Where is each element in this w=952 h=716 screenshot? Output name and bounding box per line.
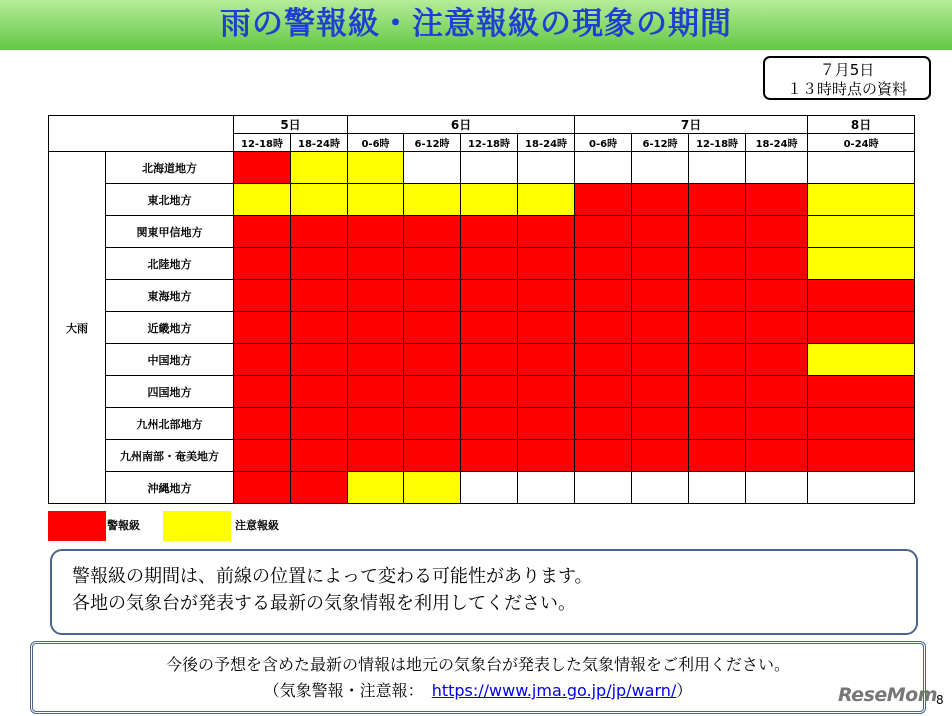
table-row [49, 280, 915, 312]
level-cell-warning [632, 216, 689, 248]
level-cell-none [461, 472, 518, 504]
region-label: 九州北部地方 [106, 408, 234, 440]
level-cell-warning [746, 376, 808, 408]
level-cell-none [689, 472, 746, 504]
level-cell-warning [746, 184, 808, 216]
level-cell-warning [575, 312, 632, 344]
level-cell-warning [348, 440, 404, 472]
level-cell-warning [234, 376, 291, 408]
footer-suffix: ） [676, 681, 693, 700]
level-cell-advisory [808, 216, 915, 248]
legend-advisory-swatch [163, 511, 231, 541]
level-cell-advisory [291, 184, 348, 216]
level-cell-warning [746, 312, 808, 344]
level-cell-warning [575, 344, 632, 376]
level-cell-warning [575, 376, 632, 408]
day-header: 6日 [348, 116, 575, 134]
region-label: 九州南部・奄美地方 [106, 440, 234, 472]
day-header: 7日 [575, 116, 808, 134]
level-cell-none [461, 152, 518, 184]
footer-box [30, 641, 926, 714]
level-cell-warning [461, 440, 518, 472]
footer-line-1: 今後の予想を含めた最新の情報は地元の気象台が発表した気象情報をご利用ください。 [165, 655, 790, 674]
level-cell-warning [689, 408, 746, 440]
period-header: 18-24時 [291, 134, 348, 152]
table-row [49, 440, 915, 472]
level-cell-advisory [348, 472, 404, 504]
level-cell-warning [689, 312, 746, 344]
period-header: 12-18時 [234, 134, 291, 152]
table-row [49, 152, 915, 184]
table-row [49, 216, 915, 248]
level-cell-warning [632, 376, 689, 408]
jma-warn-link[interactable]: https://www.jma.go.jp/jp/warn/ [431, 681, 677, 700]
level-cell-warning [234, 440, 291, 472]
level-cell-warning [404, 344, 461, 376]
level-cell-none [518, 472, 575, 504]
level-cell-warning [404, 216, 461, 248]
level-cell-warning [689, 184, 746, 216]
level-cell-warning [291, 248, 348, 280]
level-cell-warning [689, 280, 746, 312]
level-cell-none [808, 472, 915, 504]
date-line: ７月5日 [819, 61, 875, 79]
level-cell-warning [746, 248, 808, 280]
level-cell-warning [808, 376, 915, 408]
legend-warning-swatch [48, 511, 106, 541]
footer-line-2 [33, 678, 923, 704]
level-cell-warning [575, 408, 632, 440]
level-cell-warning [808, 440, 915, 472]
level-cell-warning [291, 280, 348, 312]
region-label: 東北地方 [106, 184, 234, 216]
warning-period-table [48, 115, 915, 504]
level-cell-warning [291, 344, 348, 376]
level-cell-warning [632, 440, 689, 472]
level-cell-warning [291, 440, 348, 472]
level-cell-warning [689, 248, 746, 280]
level-cell-none [575, 152, 632, 184]
level-cell-none [746, 472, 808, 504]
level-cell-warning [234, 344, 291, 376]
level-cell-warning [518, 440, 575, 472]
level-cell-warning [746, 408, 808, 440]
level-cell-warning [518, 408, 575, 440]
region-label: 四国地方 [106, 376, 234, 408]
note-line-1: 警報級の期間は、前線の位置によって変わる可能性があります。 [72, 566, 593, 587]
level-cell-warning [461, 312, 518, 344]
period-header: 18-24時 [746, 134, 808, 152]
region-label: 北陸地方 [106, 248, 234, 280]
table-row [49, 312, 915, 344]
level-cell-warning [518, 344, 575, 376]
level-cell-warning [746, 280, 808, 312]
level-cell-none [808, 152, 915, 184]
level-cell-none [404, 152, 461, 184]
level-cell-warning [632, 184, 689, 216]
level-cell-warning [234, 472, 291, 504]
level-cell-advisory [404, 184, 461, 216]
level-cell-warning [518, 280, 575, 312]
period-header: 0-6時 [348, 134, 404, 152]
level-cell-warning [746, 216, 808, 248]
region-label: 北海道地方 [106, 152, 234, 184]
note-box [50, 549, 918, 635]
level-cell-warning [746, 440, 808, 472]
level-cell-warning [348, 248, 404, 280]
level-cell-none [746, 152, 808, 184]
level-cell-warning [348, 280, 404, 312]
level-cell-warning [404, 248, 461, 280]
legend-advisory-label: 注意報級 [235, 519, 279, 532]
table-row [49, 184, 915, 216]
table-row [49, 248, 915, 280]
level-cell-warning [348, 344, 404, 376]
note-line-2: 各地の気象台が発表する最新の気象情報を利用してください。 [72, 593, 576, 614]
level-cell-warning [234, 280, 291, 312]
level-cell-warning [291, 312, 348, 344]
level-cell-none [575, 472, 632, 504]
resemom-logo: ReseMom [838, 684, 938, 706]
level-cell-warning [404, 312, 461, 344]
level-cell-warning [689, 376, 746, 408]
level-cell-warning [632, 344, 689, 376]
level-cell-none [689, 152, 746, 184]
level-cell-advisory [461, 184, 518, 216]
table-row [49, 472, 915, 504]
level-cell-advisory [348, 152, 404, 184]
period-header: 6-12時 [632, 134, 689, 152]
level-cell-warning [234, 312, 291, 344]
region-label: 東海地方 [106, 280, 234, 312]
level-cell-warning [461, 408, 518, 440]
level-cell-warning [575, 216, 632, 248]
level-cell-warning [291, 472, 348, 504]
level-cell-advisory [808, 248, 915, 280]
time-point-line: １３時時点の資料 [786, 80, 907, 98]
level-cell-warning [518, 312, 575, 344]
level-cell-warning [632, 248, 689, 280]
level-cell-warning [808, 280, 915, 312]
level-cell-warning [575, 184, 632, 216]
day-header: 5日 [234, 116, 348, 134]
table-row [49, 344, 915, 376]
level-cell-warning [689, 440, 746, 472]
period-header: 12-18時 [689, 134, 746, 152]
level-cell-none [632, 152, 689, 184]
level-cell-warning [291, 376, 348, 408]
level-cell-advisory [808, 344, 915, 376]
level-cell-warning [234, 408, 291, 440]
level-cell-warning [461, 344, 518, 376]
level-cell-warning [291, 216, 348, 248]
level-cell-warning [461, 216, 518, 248]
level-cell-advisory [518, 184, 575, 216]
date-box [763, 56, 931, 100]
header-corner [49, 116, 234, 152]
level-cell-warning [234, 248, 291, 280]
level-cell-advisory [808, 184, 915, 216]
page-number: 8 [936, 693, 944, 707]
day-header: 8日 [808, 116, 915, 134]
level-cell-warning [689, 344, 746, 376]
page-title: 雨の警報級・注意報級の現象の期間 [220, 6, 732, 42]
level-cell-warning [518, 248, 575, 280]
level-cell-warning [632, 408, 689, 440]
table-row [49, 376, 915, 408]
level-cell-warning [348, 216, 404, 248]
level-cell-none [632, 472, 689, 504]
level-cell-warning [404, 280, 461, 312]
level-cell-warning [575, 440, 632, 472]
period-header: 0-24時 [808, 134, 915, 152]
level-cell-warning [518, 216, 575, 248]
level-cell-warning [632, 312, 689, 344]
level-cell-warning [746, 344, 808, 376]
period-header: 6-12時 [404, 134, 461, 152]
level-cell-warning [518, 376, 575, 408]
period-header: 12-18時 [461, 134, 518, 152]
level-cell-warning [404, 376, 461, 408]
level-cell-warning [404, 408, 461, 440]
level-cell-warning [348, 376, 404, 408]
region-label: 中国地方 [106, 344, 234, 376]
level-cell-warning [808, 312, 915, 344]
region-label: 沖縄地方 [106, 472, 234, 504]
level-cell-warning [234, 216, 291, 248]
region-label: 関東甲信地方 [106, 216, 234, 248]
level-cell-warning [461, 280, 518, 312]
level-cell-warning [689, 216, 746, 248]
level-cell-warning [808, 408, 915, 440]
level-cell-warning [234, 152, 291, 184]
level-cell-warning [575, 248, 632, 280]
region-label: 近畿地方 [106, 312, 234, 344]
level-cell-warning [291, 408, 348, 440]
level-cell-warning [404, 440, 461, 472]
level-cell-warning [348, 312, 404, 344]
level-cell-advisory [291, 152, 348, 184]
level-cell-warning [632, 280, 689, 312]
footer-prefix: （気象警報・注意報： [263, 681, 432, 700]
level-cell-advisory [234, 184, 291, 216]
level-cell-advisory [404, 472, 461, 504]
phenomenon-label: 大雨 [49, 152, 106, 504]
legend-warning-label: 警報級 [107, 519, 140, 532]
period-header: 18-24時 [518, 134, 575, 152]
level-cell-none [518, 152, 575, 184]
level-cell-advisory [348, 184, 404, 216]
period-header: 0-6時 [575, 134, 632, 152]
level-cell-warning [461, 248, 518, 280]
level-cell-warning [461, 376, 518, 408]
level-cell-warning [575, 280, 632, 312]
level-cell-warning [348, 408, 404, 440]
table-row [49, 408, 915, 440]
